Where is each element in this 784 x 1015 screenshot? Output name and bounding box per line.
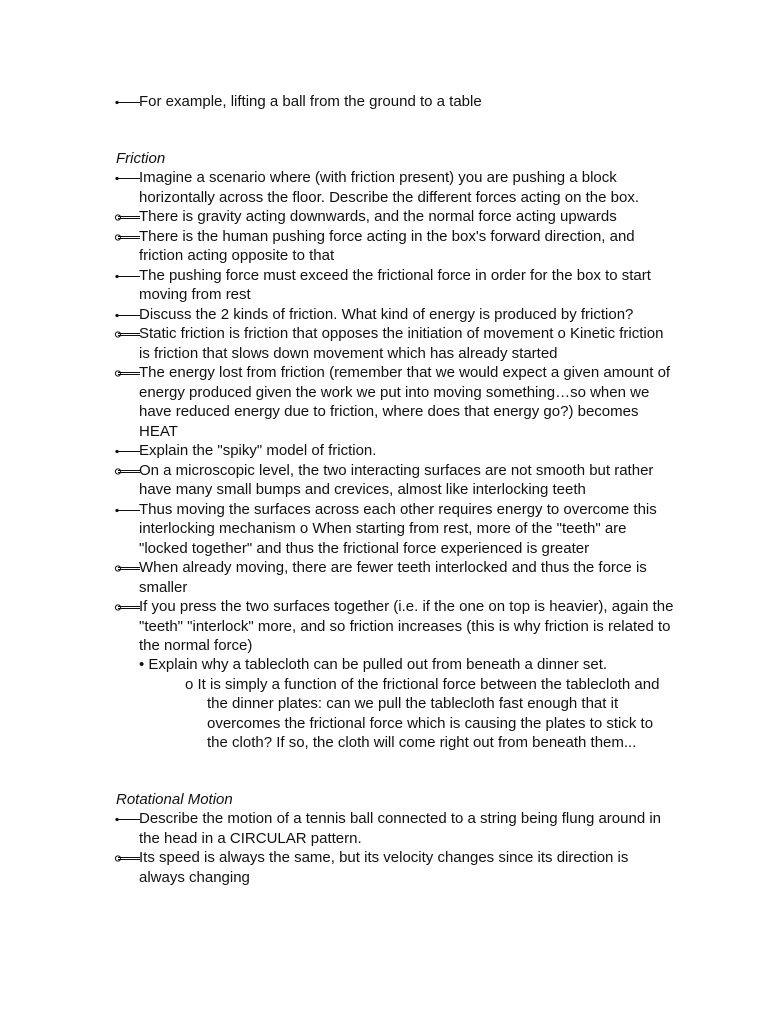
friction-heading: Friction [116,150,166,167]
bullet-marker [114,312,140,319]
list-item [0,168,784,207]
list-item [0,558,784,597]
list-item-text: When already moving, there are fewer teeth interlocked and thus the force is smaller [139,559,647,596]
bullet-marker [114,448,140,455]
circle-marker [114,214,140,221]
list-item [0,324,784,363]
circle-marker [114,604,140,611]
sub-sub-item: o It is simply a function of the frictional force between the tablecloth and the dinner plates: can we pull the tablecloth fast enough that it overcomes the frictional force which is causing the plates to stick to the cloth? If so, the cloth will come right out from beneath them... [185,675,660,751]
list-item [0,441,784,461]
list-item-text: The energy lost from friction (remember that we would expect a given amount of energy produced given the work we put into moving something…so when we have reduced energy due to friction, where does that energy go?) becomes HEAT [139,364,671,440]
bullet-marker [114,816,140,823]
list-item-text: The pushing force must exceed the frictional force in order for the box to start moving from rest [139,266,651,303]
list-item [0,266,784,305]
list-item-text: Describe the motion of a tennis ball connected to a string being flung around in the head in a CIRCULAR pattern. [139,810,661,847]
list-item [0,92,784,112]
list-item [0,227,784,266]
list-item-text: Static friction is friction that opposes the initiation of movement o Kinetic friction is friction that slows down movement which has already started [139,325,664,362]
list-item [0,500,784,559]
list-item-text: Explain the "spiky" model of friction. [139,442,377,459]
bullet-marker [114,273,140,280]
rotational-list [0,809,784,887]
bullet-marker [114,507,140,514]
list-item-text: Discuss the 2 kinds of friction. What kind of energy is produced by friction? [139,305,634,323]
list-item-text: Its speed is always the same, but its velocity changes since its direction is always changing [139,849,629,886]
list-item-text: There is gravity acting downwards, and the normal force acting upwards [139,208,617,225]
list-item [0,305,784,325]
circle-marker [114,331,140,338]
list-item [0,207,784,227]
list-item [0,809,784,848]
list-item-text: There is the human pushing force acting in the box's forward direction, and friction acting opposite to that [139,227,635,264]
friction-sub-section [0,655,784,753]
circle-marker [114,565,140,572]
bullet-marker [114,99,140,106]
intro-section [0,92,784,112]
circle-marker [114,234,140,241]
list-item [0,848,784,887]
rotational-heading: Rotational Motion [116,791,233,808]
list-item [0,363,784,441]
bullet-marker [114,175,140,182]
list-item-text: If you press the two surfaces together (i.e. if the one on top is heavier), again the "teeth" "interlock" more, and so friction increases (this is why friction is related to the normal force) [139,598,674,654]
friction-list [0,168,784,656]
list-item-text: For example, lifting a ball from the ground to a table [139,93,482,110]
circle-marker [114,855,140,862]
list-item-text: On a microscopic level, the two interacting surfaces are not smooth but rather have many small bumps and crevices, almost like interlocking teeth [139,461,654,498]
list-item [0,461,784,500]
sub-bullet-item: • Explain why a tablecloth can be pulled out from beneath a dinner set. [139,656,608,673]
list-item-text: Thus moving the surfaces across each other requires energy to overcome this interlocking mechanism o When starting from rest, more of the "teeth" are "locked together" and thus the frictional force experienced is greater [139,500,657,557]
circle-marker [114,370,140,377]
circle-marker [114,468,140,475]
list-item [0,597,784,656]
list-item-text: Imagine a scenario where (with friction present) you are pushing a block horizontally across the floor. Describe the different forces acting on the box. [139,169,639,206]
